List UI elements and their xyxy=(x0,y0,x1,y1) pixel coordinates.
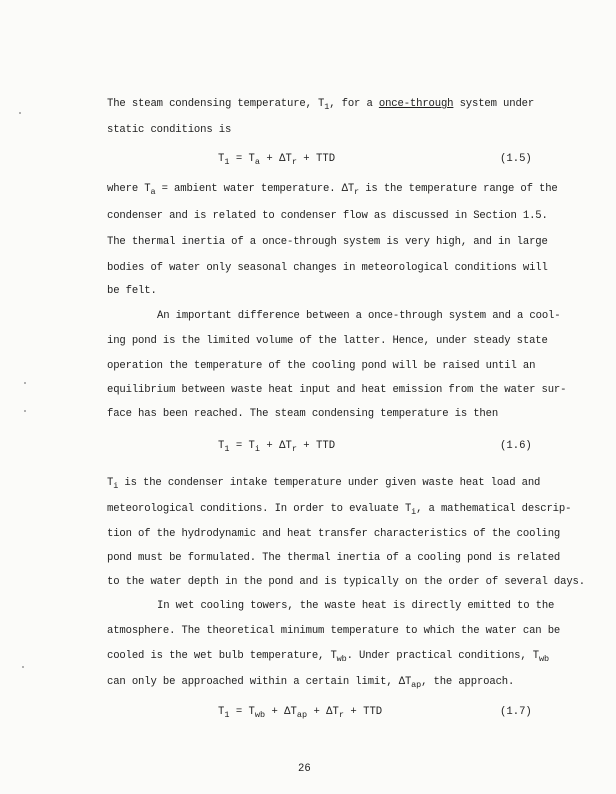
paragraph-line: ing pond is the limited volume of the latter. Hence, under steady state xyxy=(107,335,548,347)
equation-1-6: $T_1 = T_i + \Delta T_r$ + TTD xyxy=(218,440,336,454)
margin-speck xyxy=(24,382,26,384)
equation-number: (1.6) xyxy=(500,440,532,452)
margin-speck xyxy=(22,666,24,668)
paragraph-line: bodies of water only seasonal changes in meteorological conditions will xyxy=(107,262,548,274)
equation-number: (1.5) xyxy=(500,153,532,165)
paragraph-line: The thermal inertia of a once-through system is very high, and in large xyxy=(107,236,548,248)
paragraph-line: The steam condensing temperature, $T_1$, for a once-through system under xyxy=(107,98,535,112)
paragraph-line: tion of the hydrodynamic and heat transfer characteristics of the cooling xyxy=(107,528,561,540)
equation-1-7: $T_1 = T_{wb} + \Delta T_{ap} + \Delta T_r$ + TTD xyxy=(218,706,383,720)
paragraph-line: atmosphere. The theoretical minimum temperature to which the water can be xyxy=(107,625,561,637)
paragraph-line: $T_i$ is the condenser intake temperature under given waste heat load and xyxy=(107,477,541,491)
paragraph-line: pond must be formulated. The thermal inertia of a cooling pond is related xyxy=(107,552,561,564)
paragraph-line: In wet cooling towers, the waste heat is directly emitted to the xyxy=(157,600,555,612)
paragraph-line: to the water depth in the pond and is typically on the order of several days. xyxy=(107,576,585,588)
paragraph-line: meteorological conditions. In order to evaluate $T_i$, a mathematical descrip- xyxy=(107,503,572,517)
paragraph-line: static conditions is xyxy=(107,124,232,136)
paragraph-line: equilibrium between waste heat input and heat emission from the water sur- xyxy=(107,384,567,396)
paragraph-line: An important difference between a once-through system and a cool- xyxy=(157,310,561,322)
margin-speck xyxy=(19,112,21,114)
paragraph-line: be felt. xyxy=(107,285,157,297)
paragraph-line: can only be approached within a certain limit, $\Delta T_{ap}$, the approach. xyxy=(107,676,515,690)
equation-number: (1.7) xyxy=(500,706,532,718)
equation-1-5: $T_1 = T_a + \Delta T_r$ + TTD xyxy=(218,153,336,167)
paragraph-line: condenser and is related to condenser flow as discussed in Section 1.5. xyxy=(107,210,548,222)
paragraph-line: operation the temperature of the cooling pond will be raised until an xyxy=(107,360,536,372)
margin-speck xyxy=(24,410,26,412)
paragraph-line: cooled is the wet bulb temperature, $T_{wb}$. Under practical conditions, $T_{wb}$ xyxy=(107,650,549,664)
page-number: 26 xyxy=(298,763,311,775)
paragraph-line: face has been reached. The steam condensing temperature is then xyxy=(107,408,499,420)
paragraph-line: where $T_a$ = ambient water temperature. $\Delta T_r$ is the temperature range of the xyxy=(107,183,558,197)
